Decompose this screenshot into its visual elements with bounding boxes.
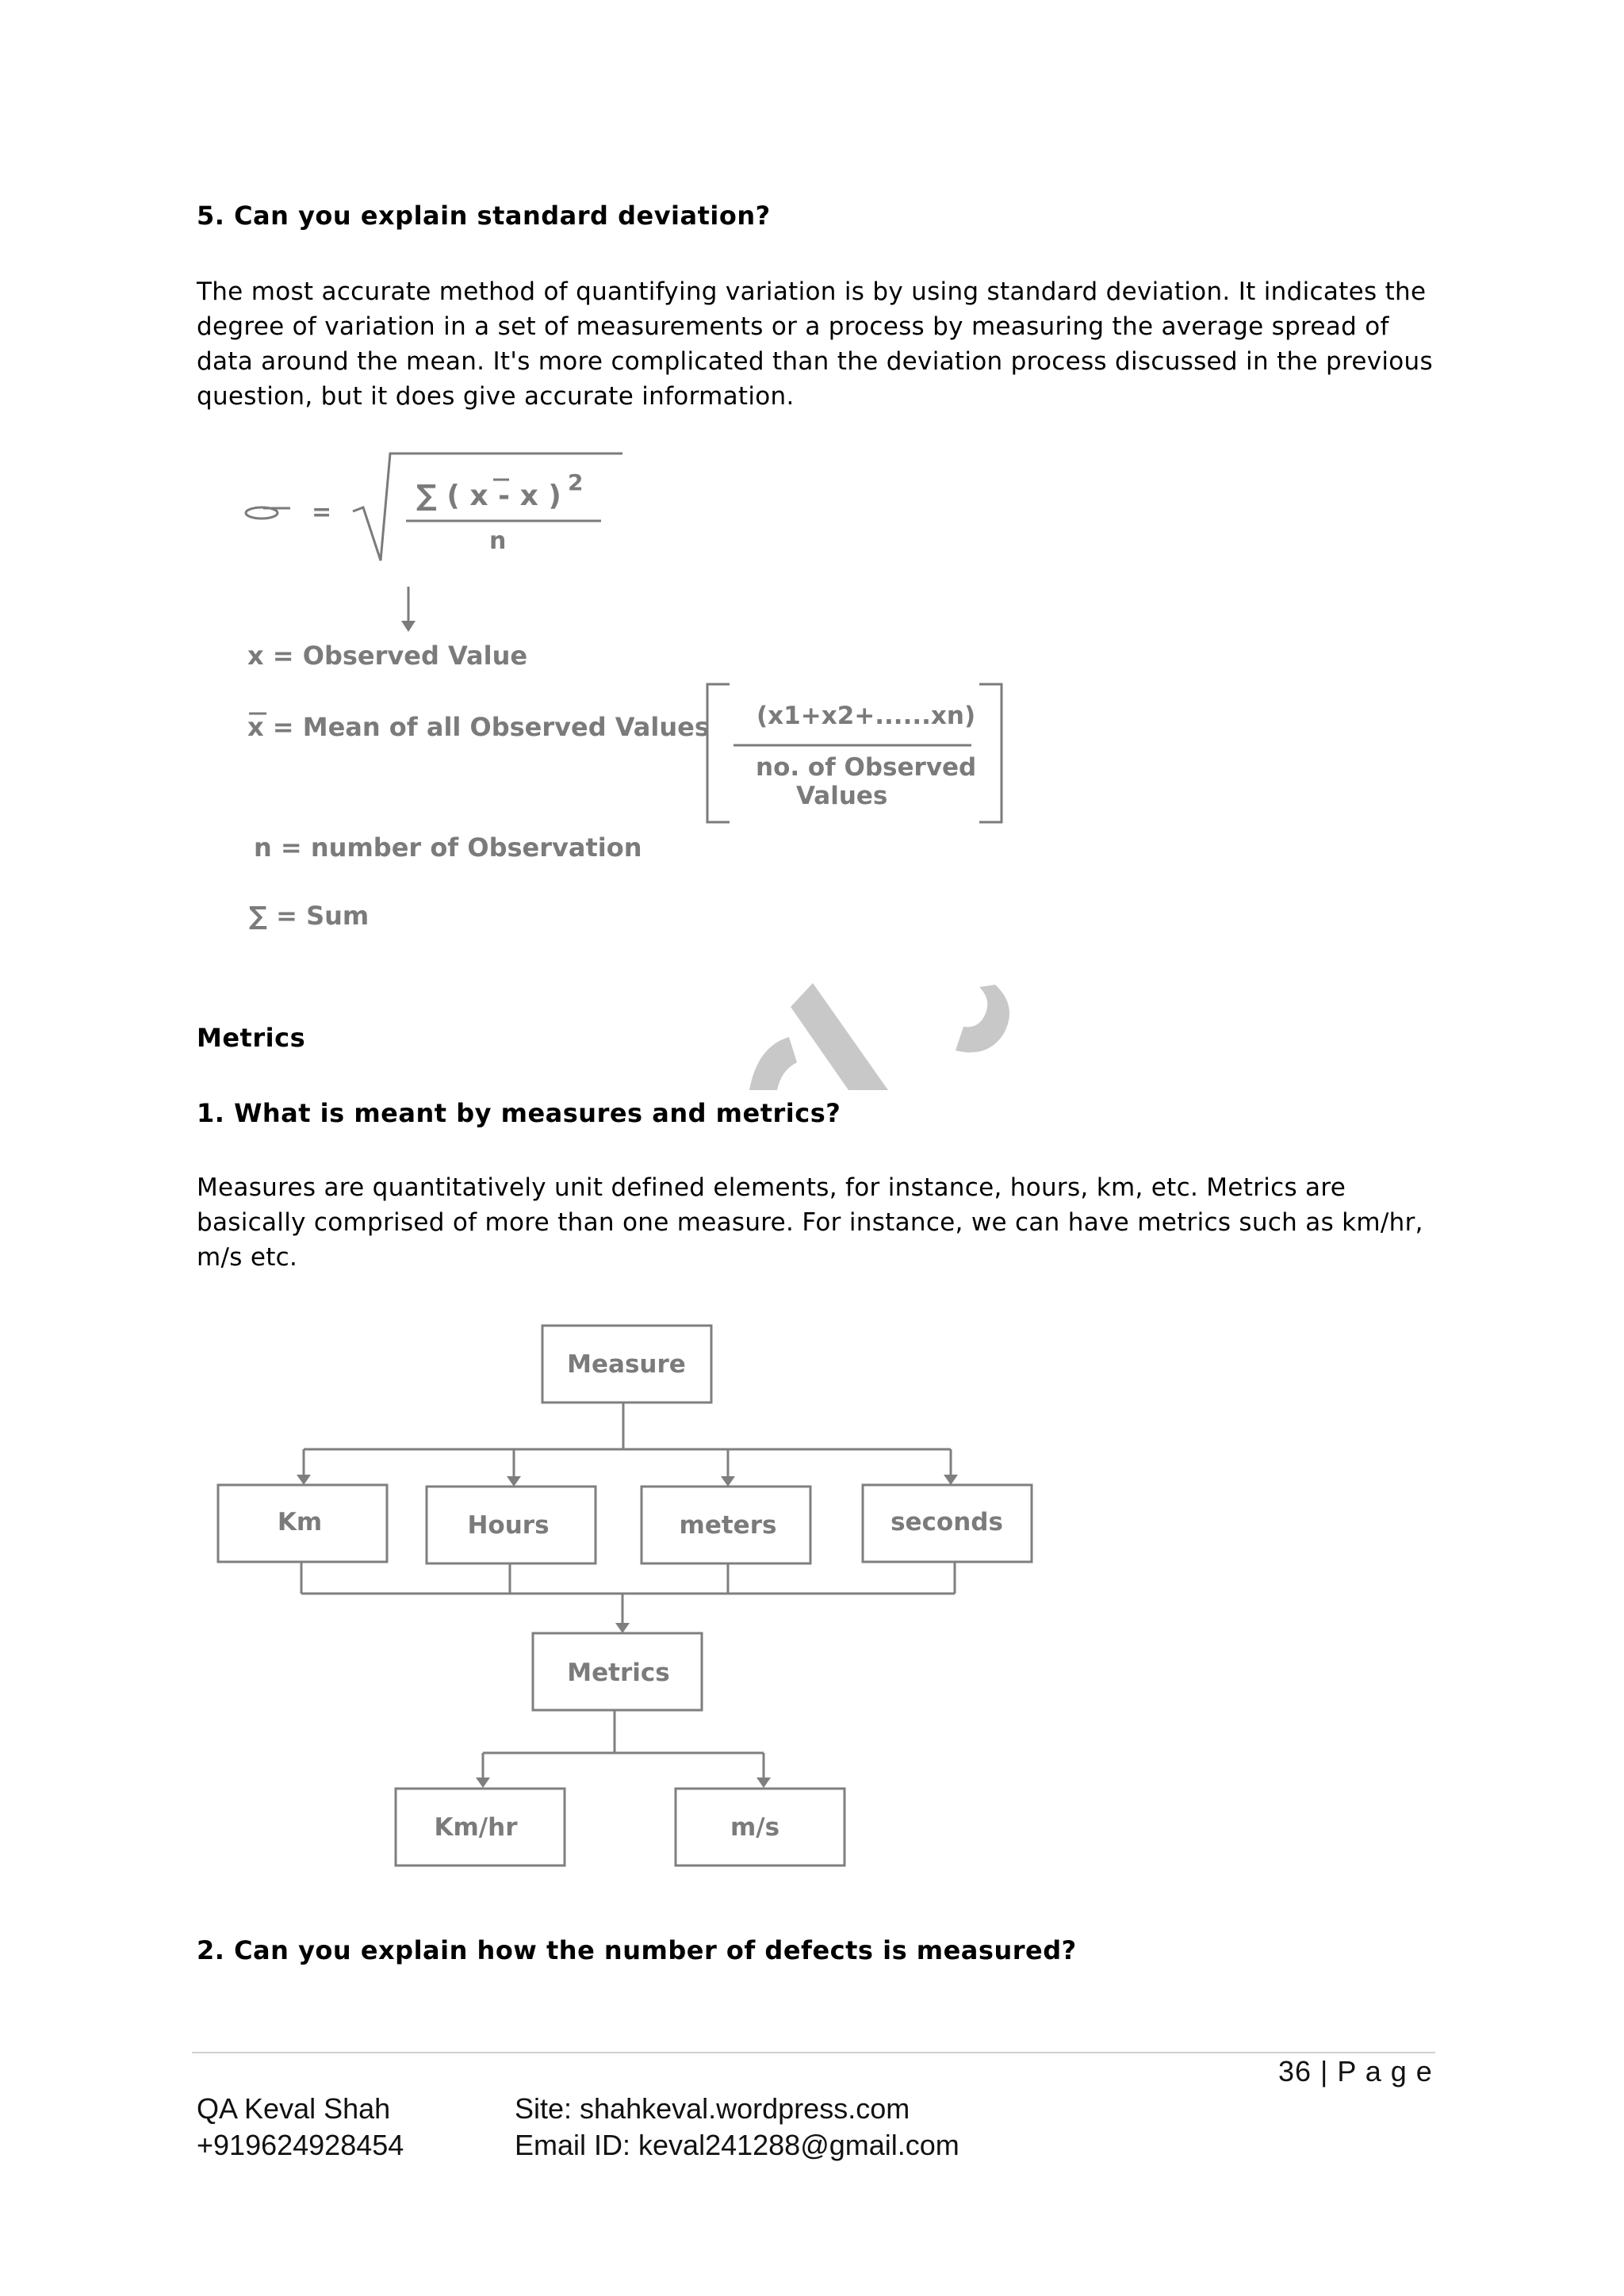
- paragraph-standard-deviation: [197, 274, 1434, 414]
- formula-equals: =: [312, 499, 332, 526]
- formula-numerator: ∑ ( x - x ): [416, 480, 561, 512]
- unit-label-meters: meters: [679, 1511, 777, 1540]
- arrow-head-icon: [615, 1623, 630, 1633]
- bracket-denominator-line2: Values: [796, 782, 888, 810]
- measure-metrics-diagram: [206, 1316, 1047, 1879]
- output-label-ms: m/s: [730, 1813, 780, 1842]
- unit-label-hours: Hours: [467, 1511, 550, 1540]
- metrics-label: Metrics: [567, 1659, 670, 1687]
- section-heading-metrics: Metrics: [197, 1023, 306, 1053]
- bracket-numerator: (x1+x2+......xn): [756, 702, 976, 730]
- page-number: 36 | P a g e: [1278, 2055, 1433, 2087]
- footer-email: Email ID: keval241288@gmail.com: [515, 2129, 959, 2161]
- arrow-head-icon: [297, 1475, 311, 1485]
- sigma-symbol-icon: [246, 507, 290, 519]
- text-line: basically comprised of more than one measure. For instance, we can have metrics such as km/hr,: [197, 1208, 1423, 1237]
- formula-exponent: 2: [568, 469, 584, 496]
- text-line: m/s etc.: [197, 1243, 298, 1272]
- paragraph-measures-metrics: [197, 1170, 1434, 1275]
- unit-label-km: Km: [277, 1508, 323, 1536]
- footer-name: QA Keval Shah: [197, 2092, 391, 2125]
- arrow-head-icon: [944, 1475, 958, 1485]
- question-defects-measured: 2. Can you explain how the number of defects is measured?: [197, 1935, 1077, 1965]
- question-measures-metrics: 1. What is meant by measures and metrics?: [197, 1098, 841, 1128]
- text-line: data around the mean. It's more complicated than the deviation process discussed in the previous: [197, 347, 1433, 376]
- text-line: question, but it does give accurate information.: [197, 382, 795, 411]
- footer-site: Site: shahkeval.wordpress.com: [515, 2092, 910, 2125]
- measure-label: Measure: [567, 1350, 686, 1379]
- output-label-kmhr: Km/hr: [434, 1813, 518, 1842]
- footer-divider: [192, 2052, 1435, 2053]
- question-standard-deviation: 5. Can you explain standard deviation?: [197, 201, 771, 231]
- definition-n: n = number of Observation: [254, 832, 642, 863]
- definition-xbar: x = Mean of all Observed Values: [247, 712, 710, 742]
- down-arrow-icon: [401, 587, 416, 632]
- footer-phone: +919624928454: [197, 2129, 404, 2161]
- arrow-head-icon: [756, 1777, 771, 1788]
- definition-sum: ∑ = Sum: [249, 901, 370, 931]
- bracket-denominator-line1: no. of Observed: [756, 753, 977, 782]
- definition-x: x = Observed Value: [247, 641, 528, 671]
- formula-denominator: n: [489, 527, 507, 555]
- unit-label-seconds: seconds: [891, 1508, 1003, 1536]
- text-line: Measures are quantitatively unit defined elements, for instance, hours, km, etc. Metrics are: [197, 1173, 1346, 1202]
- text-line: The most accurate method of quantifying variation is by using standard deviation. It indicates the: [197, 277, 1427, 306]
- arrow-head-icon: [476, 1777, 490, 1788]
- watermark: [718, 975, 1074, 1090]
- text-line: degree of variation in a set of measurements or a process by measuring the average spread of: [197, 312, 1389, 341]
- arrow-head-icon: [721, 1476, 735, 1487]
- standard-deviation-formula-figure: [222, 440, 1047, 947]
- arrow-head-icon: [507, 1476, 521, 1487]
